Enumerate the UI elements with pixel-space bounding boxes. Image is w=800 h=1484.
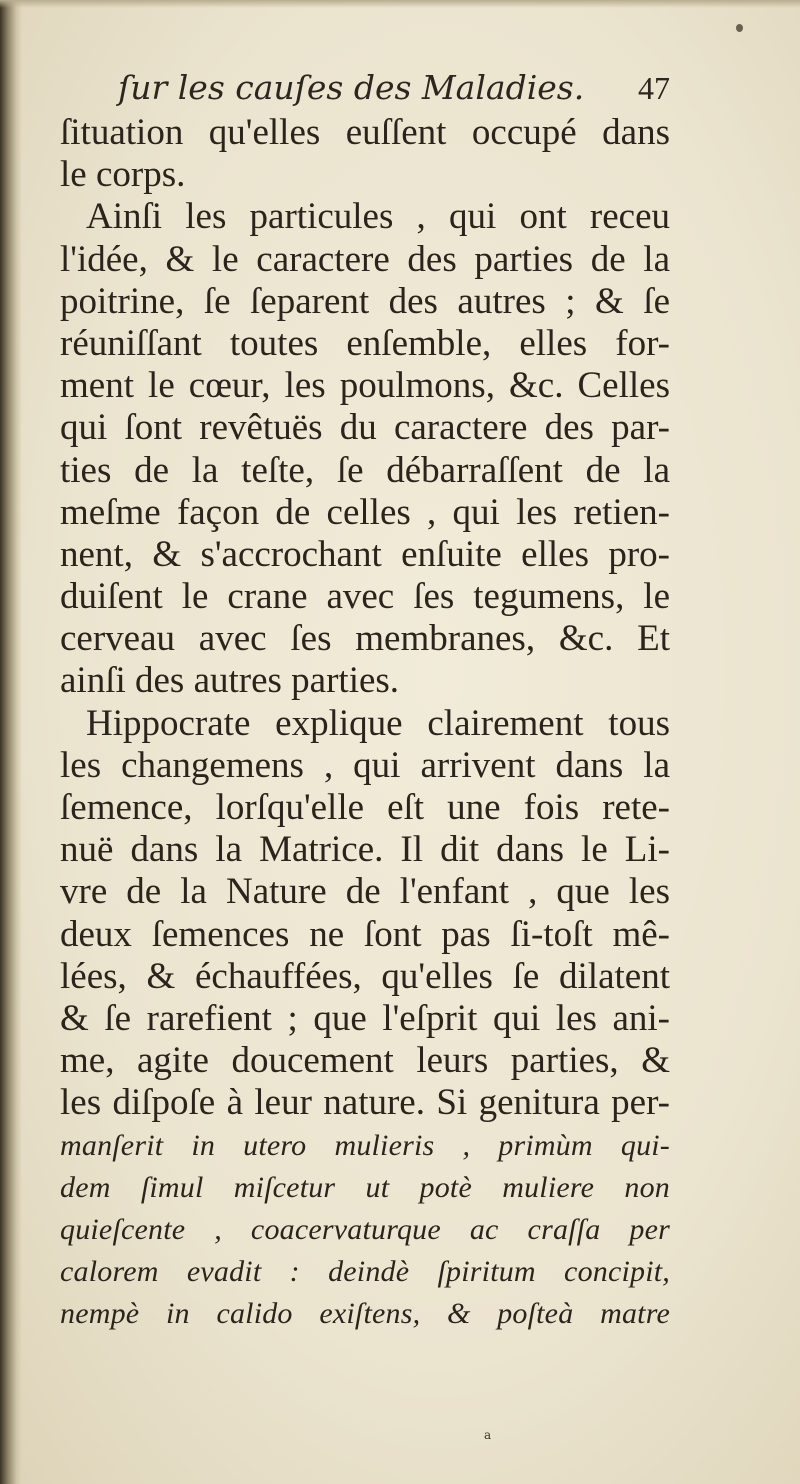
text-line: meſme façon de celles , qui les retien- — [60, 491, 670, 533]
text-line: duiſent le crane avec ſes tegumens, le — [60, 576, 670, 618]
text-line: ties de la teſte, ſe débarraſſent de la — [60, 449, 670, 491]
running-title: ſur les cauſes des Maladies. — [118, 68, 585, 107]
text-line: cerveau avec ſes membranes, &c. Et — [60, 618, 670, 660]
text-line: ſemence, lorſqu'elle eſt une fois rete- — [60, 787, 670, 828]
text-line: lées, & échauffées, qu'elles ſe dilatent — [60, 955, 670, 997]
body-text — [60, 112, 670, 1335]
text-line: les changemens , qui arrivent dans la — [60, 744, 670, 786]
text-line: vre de la Nature de l'enfant , que les — [60, 871, 670, 913]
text-line: poitrine, ſe ſeparent des autres ; & ſe — [60, 280, 670, 322]
text-line: Hippocrate explique clairement tous — [86, 702, 670, 744]
text-line: qui ſont revêtuës du caractere des par- — [60, 407, 670, 449]
text-line: nent, & s'accrochant enſuite elles pro- — [60, 533, 670, 575]
text-line: deux ſemences ne ſont pas ſi-toſt mê- — [60, 913, 670, 955]
page-header — [60, 68, 670, 118]
text-line: ainſi des autres parties. — [60, 660, 400, 702]
page-top-edge — [0, 0, 800, 8]
text-line: les diſpoſe à leur nature. Si genitura per- — [60, 1082, 670, 1124]
text-line: me, agite doucement leurs parties, & — [60, 1040, 670, 1082]
latin-quote-line: quieſcente , coacervaturque ac craſſa per — [60, 1212, 670, 1246]
text-line: l'idée, & le caractere des parties de la — [60, 238, 670, 280]
latin-quote-line: calorem evadit : deindè ſpiritum concipit, — [60, 1255, 670, 1289]
text-line: le corps. — [60, 154, 186, 196]
text-line: nuë dans la Matrice. Il dit dans le Li- — [60, 829, 670, 871]
page-number: 47 — [638, 70, 670, 106]
binding-gutter — [0, 0, 22, 1484]
ink-spot — [736, 24, 743, 32]
text-line: & ſe rarefient ; que l'eſprit qui les ani- — [60, 997, 670, 1039]
latin-quote-line: manſerit in utero mulieris , primùm qui- — [60, 1128, 670, 1162]
text-line: ment le cœur, les poulmons, &c. Celles — [60, 365, 670, 407]
latin-quote-line: dem ſimul miſcetur ut potè muliere non — [60, 1170, 670, 1204]
text-line: réuniſſant toutes enſemble, elles for- — [60, 322, 670, 364]
signature-mark: a — [484, 1428, 492, 1442]
latin-quote-line: nempè in calido exiſtens, & poſteà matre — [60, 1297, 670, 1331]
text-line: ſituation qu'elles euſſent occupé dans — [60, 112, 670, 153]
text-line: Ainſi les particules , qui ont receu — [86, 196, 670, 238]
